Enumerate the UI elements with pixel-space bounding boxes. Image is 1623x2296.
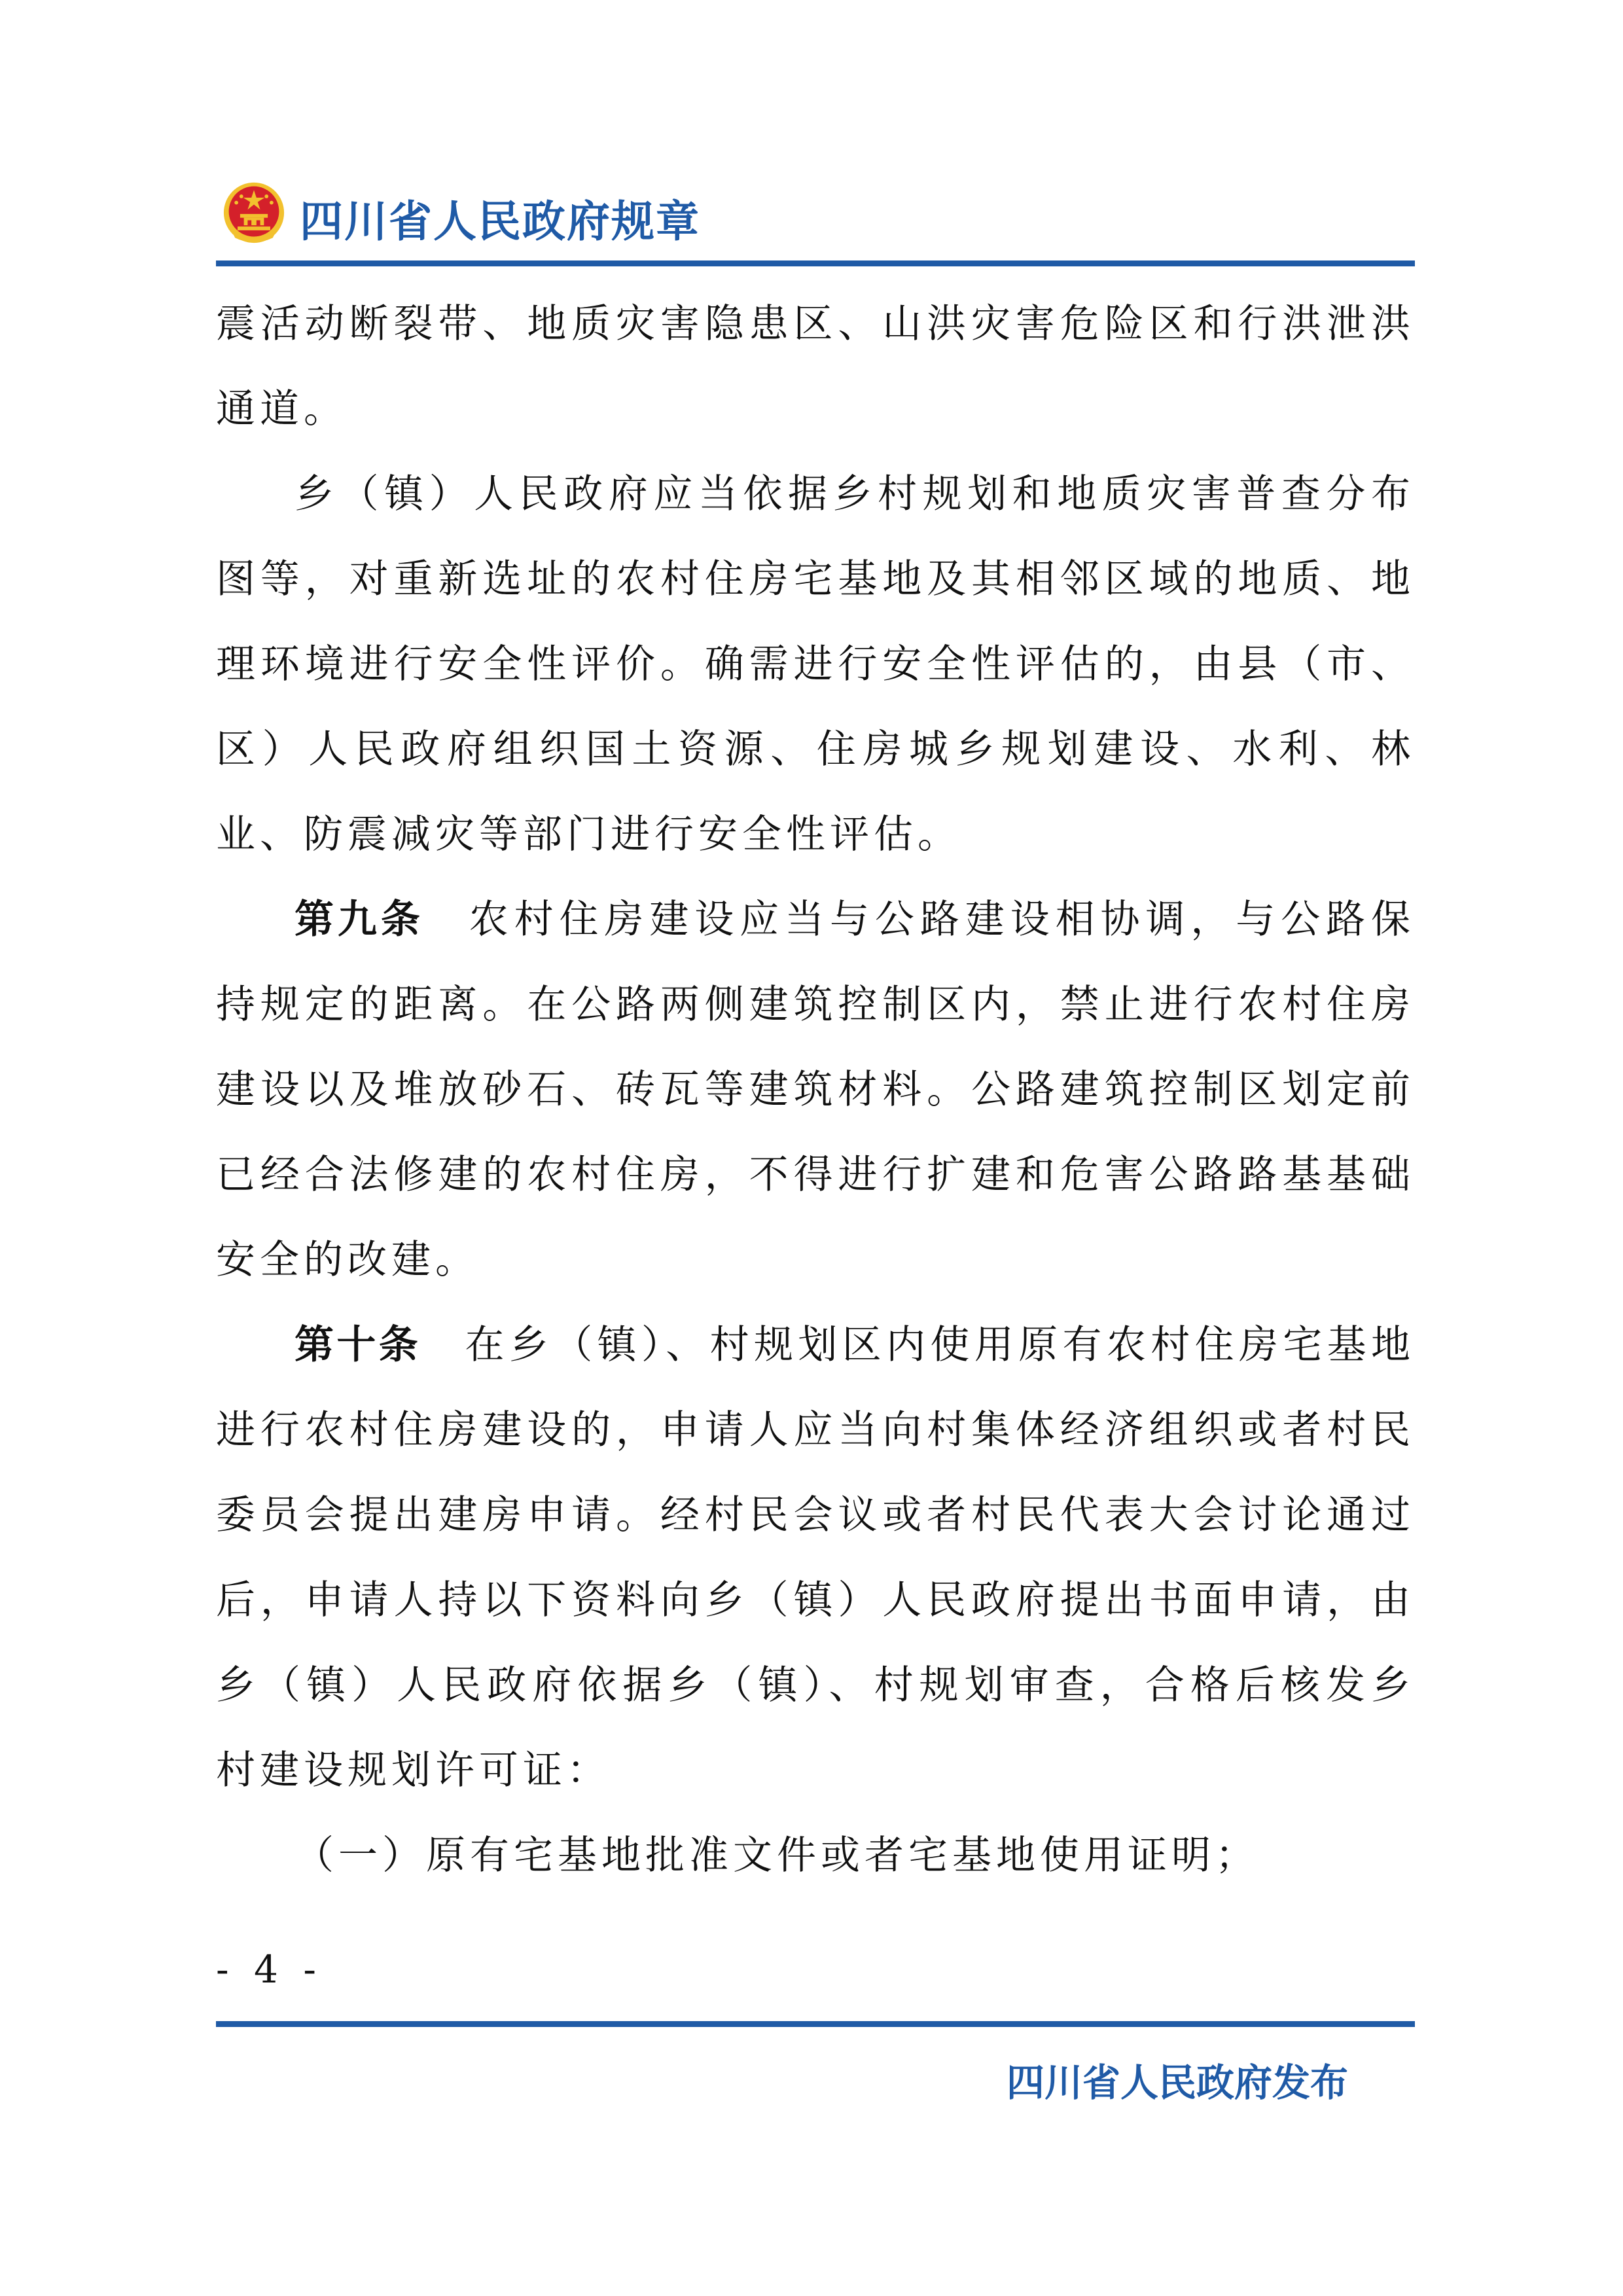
article-text: 农村住房建设应当与公路建设相协调，与公路保持规定的距离。在公路两侧建筑控制区内，禁止进行农村住房建设以及堆放砂石、砖瓦等建筑材料。公路建筑控制区划定前已经合法修建的农村住房，不得进行扩建和危害公路路基基础安全的改建。 xyxy=(216,897,1416,1283)
header-rule xyxy=(216,260,1415,266)
footer-publisher: 四川省人民政府发布 xyxy=(1006,2060,1348,2105)
article-title: 第十条 xyxy=(294,1322,421,1368)
document-header xyxy=(216,173,1414,245)
list-item: （一）原有宅基地批准文件或者宅基地使用证明； xyxy=(294,1833,1259,1878)
article-10 xyxy=(216,1302,1415,1813)
article-text: 在乡（镇）、村规划区内使用原有农村住房宅基地进行农村住房建设的，申请人应当向村集体经济组织或者村民委员会提出建房申请。经村民会议或者村民代表大会讨论通过后，申请人持以下资料向乡（镇）人民政府提出书面申请，由乡（镇）人民政府依据乡（镇）、村规划审查，合格后核发乡村建设规划许可证： xyxy=(216,1322,1416,1793)
article-9 xyxy=(216,877,1415,1302)
paragraph-continuation: 震活动断裂带、地质灾害隐患区、山洪灾害危险区和行洪泄洪通道。 xyxy=(216,301,1415,432)
document-body xyxy=(216,281,1415,1898)
paragraph: 乡（镇）人民政府应当依据乡村规划和地质灾害普查分布图等，对重新选址的农村住房宅基地及其相邻区域的地质、地理环境进行安全性评价。确需进行安全性评估的，由县（市、区）人民政府组织国土资源、住房城乡规划建设、水利、林业、防震减灾等部门进行安全性评估。 xyxy=(216,471,1415,857)
header-title: 四川省人民政府规章 xyxy=(300,196,700,247)
article-title: 第九条 xyxy=(294,897,424,942)
national-emblem-icon xyxy=(223,181,285,244)
page-number: - 4 - xyxy=(216,1947,323,1992)
footer-rule xyxy=(216,2021,1415,2027)
